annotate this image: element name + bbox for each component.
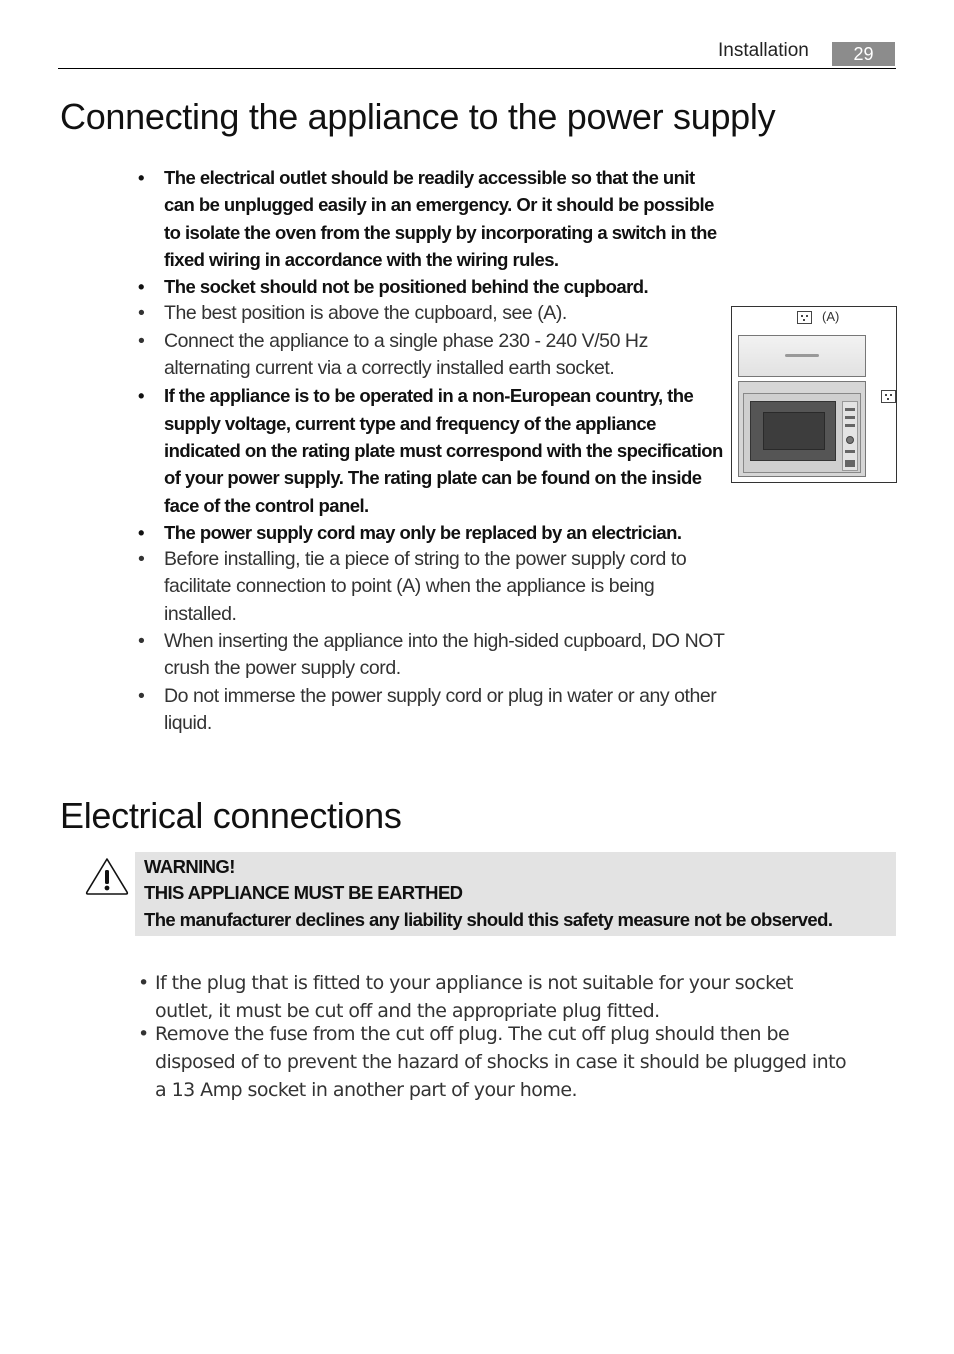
list-item: • Do not immerse the power supply cord or plug in water or any other liquid. (138, 684, 717, 734)
list-item: • Before installing, tie a piece of string to the power supply cord to facilitate connection to point (A) when the appliance is being installed. (138, 548, 687, 625)
illustration-label: (A) (822, 309, 840, 324)
socket-icon (797, 311, 812, 324)
oven-knob-icon (846, 436, 854, 444)
list-item: • Connect the appliance to a single phase 230 - 240 V/50 Hz alternating current via a correctly installed earth socket. (138, 329, 648, 380)
header-section-label: Installation (718, 40, 809, 61)
list-item: • The electrical outlet should be readily accessible so that the unit can be unplugged easily in an emergency. Or it should be possible to isolate the oven from the supply by incorporating a switch in the fixed wiring in accordance with the wiring rules. (138, 164, 728, 273)
electrical-connections-bullet-list (138, 969, 848, 1104)
bullet-icon: • (138, 1023, 149, 1045)
bullet-icon: • (138, 329, 145, 352)
bullet-icon: • (138, 521, 144, 543)
list-item: • When inserting the appliance into the high-sided cupboard, DO NOT crush the power supply cord. (138, 630, 725, 680)
list-item: • If the appliance is to be operated in a non-European country, the supply voltage, current type and frequency of the appliance indicated on the rating plate must correspond with the specification of your power supply. The rating plate can be found on the inside face of the control panel. (138, 382, 728, 518)
oven-control-panel (842, 401, 858, 471)
warning-triangle-icon (84, 856, 130, 896)
bullet-icon: • (138, 385, 144, 407)
bullet-icon: • (138, 972, 149, 994)
section-title-power-supply: Connecting the appliance to the power supply (60, 96, 776, 137)
section-title-electrical-connections: Electrical connections (60, 795, 402, 836)
bullet-icon: • (138, 276, 144, 298)
oven-icon (743, 393, 861, 473)
bullet-icon: • (138, 302, 145, 325)
cupboard-handle (785, 354, 819, 357)
warning-earthed-notice: THIS APPLIANCE MUST BE EARTHED (144, 882, 463, 903)
cupboard-top-icon (738, 335, 866, 377)
socket-icon (881, 390, 896, 403)
warning-liability-notice: The manufacturer declines any liability should this safety measure not be observed. (144, 909, 833, 930)
page-number: 29 (832, 42, 895, 66)
list-item: • The best position is above the cupboard, see (A). (138, 300, 728, 327)
warning-heading: WARNING! (144, 856, 235, 877)
bullet-icon: • (138, 684, 145, 707)
bullet-icon: • (138, 630, 145, 653)
header-rule (58, 68, 896, 69)
list-item: • The socket should not be positioned behind the cupboard. (138, 273, 728, 300)
power-supply-bullet-list (138, 164, 728, 737)
list-item: • The power supply cord may only be replaced by an electrician. (138, 519, 728, 546)
list-item: • Remove the fuse from the cut off plug. The cut off plug should then be disposed of to prevent the hazard of shocks in case it should be plugged into a 13 Amp socket in another part of your home. (138, 1020, 848, 1104)
oven-cabinet (738, 381, 866, 477)
socket-position-illustration (731, 306, 897, 483)
warning-box (135, 852, 896, 936)
oven-window (750, 401, 836, 461)
list-item: • If the plug that is fitted to your appliance is not suitable for your socket outlet, it must be cut off and the appropriate plug fitted. (138, 969, 848, 1025)
bullet-icon: • (138, 548, 145, 571)
bullet-icon: • (138, 167, 144, 188)
